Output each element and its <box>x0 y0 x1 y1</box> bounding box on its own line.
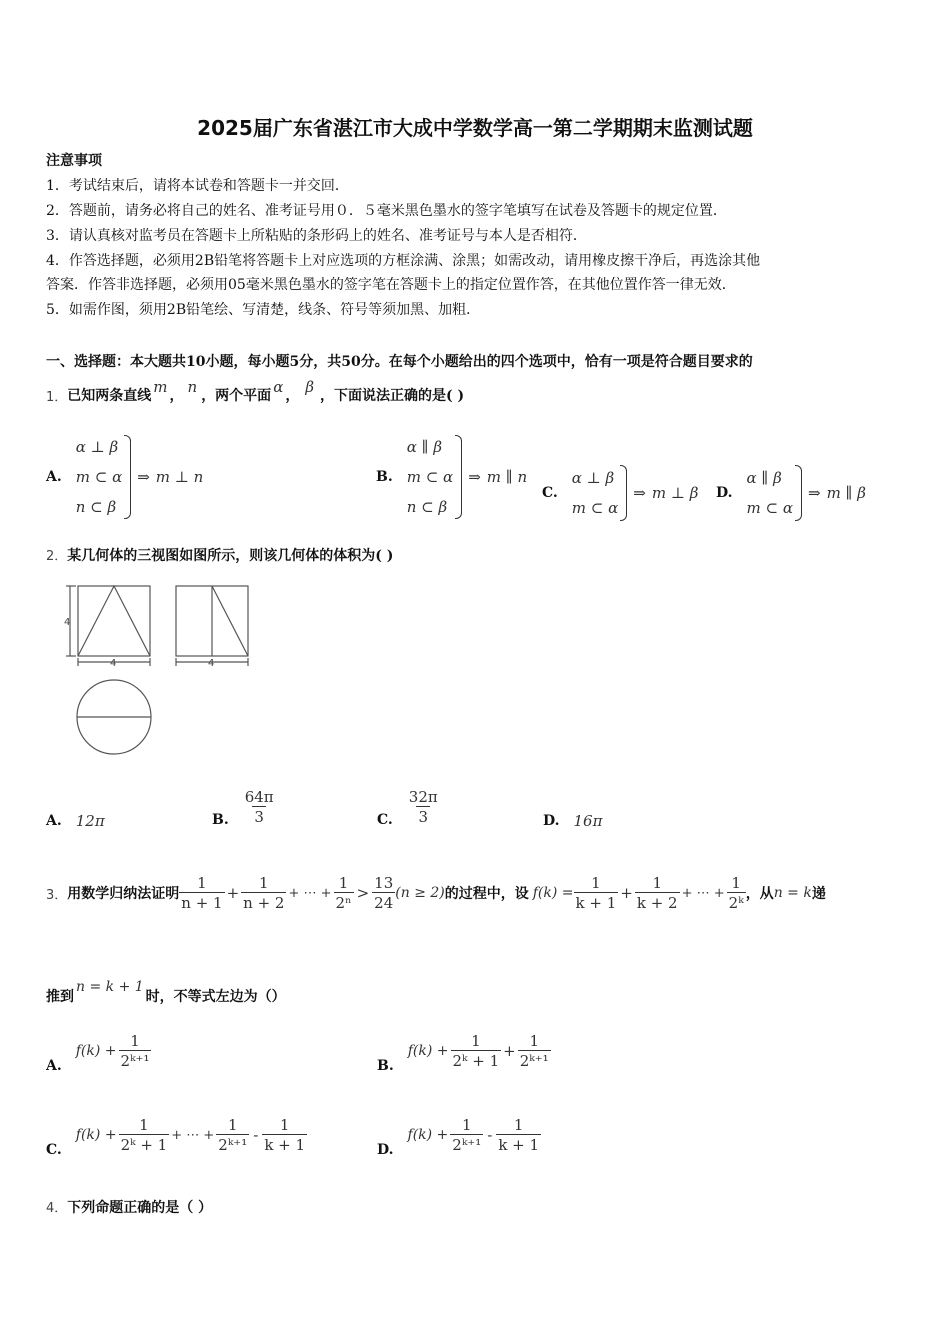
q3-stem: 3． 用数学归纳法证明 $\frac{1}{n + 1}$ + $\frac{1}{n + 2}$ + ⋯ + $\frac{1}{\text{2ⁿ}}$ > $\frac{13}{24}$ (n ≥ 2) 的过程中，设 f(k) = $\frac{1}{k + 1}$ + $\frac{1}{k + 2}$ + ⋯ + $\frac{1}{\text{2ᵏ}}$ ，从 n = k 递 <box>46 873 826 912</box>
q3-option-c[interactable] <box>46 1112 307 1158</box>
fraction <box>334 874 354 913</box>
function-prefix: f(k) + <box>407 1043 449 1059</box>
front-height-label: 4 <box>64 617 71 628</box>
denominator: k + 1 <box>498 1135 540 1154</box>
condition-line: α ⊥ β <box>571 469 615 487</box>
numerator: 1 <box>338 873 349 892</box>
option-label: B. <box>377 1058 394 1074</box>
side-view <box>176 586 248 666</box>
condition-line: α ⊥ β <box>75 438 119 456</box>
front-width-label: 4 <box>110 658 117 669</box>
function-prefix: f(k) + <box>75 1127 117 1143</box>
note-item: 1．考试结束后，请将本试卷和答题卡一并交回． <box>46 178 349 194</box>
denominator: 2ⁿ <box>335 893 352 912</box>
conclusion: m ⊥ n <box>155 468 204 486</box>
fraction <box>216 1116 249 1155</box>
n-equals-k-plus-1: n = k + 1 <box>76 979 144 995</box>
q1-option-b[interactable] <box>376 432 527 522</box>
conclusion: m ∥ n <box>486 468 528 486</box>
q2-option-a[interactable] <box>46 812 105 830</box>
fraction <box>451 1032 502 1071</box>
option-value: 12π <box>75 812 105 830</box>
q3-text: ，从 <box>745 886 774 902</box>
numerator: 1 <box>462 1115 472 1134</box>
q3-text: 时，不等式左边为（） <box>145 989 286 1005</box>
option-label: B. <box>376 469 393 485</box>
q2-stem <box>46 545 393 565</box>
top-view <box>77 680 151 754</box>
note-item: 2．答题前，请务必将自己的姓名、准考证号用０．５毫米黑色墨水的签字笔填写在试卷及答题卡的规定位置． <box>46 203 727 219</box>
q1-option-d[interactable] <box>716 463 866 523</box>
q3-text: 用数学归纳法证明 <box>67 886 180 902</box>
condition-line: m ⊂ α <box>746 499 793 517</box>
q1-option-c[interactable] <box>542 463 698 523</box>
gt-symbol: > <box>356 884 370 902</box>
q3-option-a[interactable] <box>46 1028 151 1074</box>
fraction <box>635 874 680 913</box>
q3-option-b[interactable] <box>377 1028 551 1074</box>
denominator: n + 1 <box>181 893 223 912</box>
q2-text: 某几何体的三视图如图所示，则该几何体的体积为( ) <box>67 548 394 564</box>
denominator: 2ᵏ⁺¹ <box>452 1135 482 1154</box>
denominator: 2ᵏ⁺¹ <box>519 1051 549 1070</box>
condition-line: α ∥ β <box>406 438 442 456</box>
function-prefix: f(k) + <box>407 1127 449 1143</box>
option-fraction <box>407 788 440 827</box>
conclusion: m ∥ β <box>826 484 866 502</box>
condition-line: n ⊂ β <box>406 498 448 516</box>
numerator: 13 <box>374 873 394 892</box>
option-label: D. <box>716 485 733 501</box>
implies-symbol: ⇒ <box>807 484 821 502</box>
implies-symbol: ⇒ <box>468 468 481 486</box>
q1-sep: ， <box>285 388 300 404</box>
numerator: 1 <box>279 1115 290 1134</box>
page-title: 2025届广东省湛江市大成中学数学高一第二学期期末监测试题 <box>197 116 753 140</box>
option-label: C. <box>46 1142 62 1158</box>
right-brace <box>455 435 462 519</box>
note-item: 3．请认真核对监考员在答题卡上所粘贴的条形码上的姓名、准考证号与本人是否相符． <box>46 228 587 244</box>
fraction <box>450 1116 483 1155</box>
q3-text: 的过程中，设 <box>444 886 529 902</box>
denominator: 2ᵏ⁺¹ <box>120 1051 150 1070</box>
q4-number: 4． <box>46 1201 68 1216</box>
q1-number: 1． <box>46 389 68 405</box>
fraction <box>241 874 286 913</box>
fraction <box>574 874 619 913</box>
denominator: 2ᵏ <box>728 893 744 912</box>
q1-stem <box>46 380 464 410</box>
numerator: 64π <box>244 787 274 806</box>
numerator: 32π <box>408 787 438 806</box>
numerator: 1 <box>197 873 207 892</box>
ellipsis: + ⋯ + <box>171 1127 215 1143</box>
numerator: 1 <box>139 1115 149 1134</box>
option-label: C. <box>542 485 558 501</box>
q1-option-a[interactable] <box>46 432 203 522</box>
three-view-figure <box>62 580 262 760</box>
option-label: A. <box>46 469 62 485</box>
numerator: 1 <box>731 873 741 892</box>
option-label: A. <box>46 813 62 829</box>
numerator: 1 <box>591 873 601 892</box>
denominator: 24 <box>374 893 394 912</box>
numerator: 1 <box>652 873 662 892</box>
section-heading: 一、选择题：本大题共10小题，每小题5分，共50分。在每个小题给出的四个选项中，恰有一项是符合题目要求的 <box>46 354 753 370</box>
q1-var-alpha: α <box>273 378 284 396</box>
q4-text: 下列命题正确的是（ ） <box>67 1200 213 1216</box>
implies-symbol: ⇒ <box>633 484 646 502</box>
implies-symbol: ⇒ <box>137 468 150 486</box>
right-brace <box>795 465 802 521</box>
q2-number: 2． <box>46 549 68 564</box>
numerator: 1 <box>529 1031 539 1050</box>
q3-option-d[interactable] <box>377 1112 541 1158</box>
notes-heading: 注意事项 <box>46 153 102 169</box>
note-item: 答案．作答非选择题，必须用05毫米黑色墨水的签字笔在答题卡上的指定位置作答，在其他位置作答一律无效． <box>46 277 736 293</box>
q2-option-c[interactable] <box>377 786 440 828</box>
q1-text: 已知两条直线 <box>67 388 152 404</box>
condition-line: m ⊂ α <box>571 499 619 517</box>
q3-text: 递 <box>811 886 826 902</box>
q4-stem <box>46 1197 212 1217</box>
q2-option-d[interactable] <box>543 812 602 830</box>
denominator: 2ᵏ⁺¹ <box>218 1135 248 1154</box>
denominator: k + 1 <box>264 1135 306 1154</box>
condition-line: m ⊂ α <box>75 468 123 486</box>
numerator: 1 <box>259 873 269 892</box>
fraction <box>372 874 395 913</box>
option-label: B. <box>212 812 229 828</box>
q1-sep: ， <box>169 388 184 404</box>
fraction <box>119 1116 170 1155</box>
conclusion: m ⊥ β <box>651 484 699 502</box>
minus-symbol: - <box>253 1126 259 1144</box>
q1-var-m: m <box>153 378 168 396</box>
ellipsis: + ⋯ + <box>288 885 332 901</box>
numerator: 1 <box>130 1031 140 1050</box>
denominator: n + 2 <box>243 893 285 912</box>
right-brace <box>124 435 131 519</box>
front-view <box>66 586 150 666</box>
denominator: 2ᵏ + 1 <box>452 1051 500 1070</box>
numerator: 1 <box>471 1031 481 1050</box>
condition: (n ≥ 2) <box>395 885 445 901</box>
denominator: 3 <box>254 807 264 826</box>
option-label: A. <box>46 1058 62 1074</box>
q1-var-beta: β <box>305 378 314 396</box>
denominator: k + 1 <box>575 893 617 912</box>
denominator: 2ᵏ + 1 <box>120 1135 168 1154</box>
ellipsis: + ⋯ + <box>681 885 725 901</box>
side-width-label: 4 <box>208 658 215 669</box>
fraction <box>119 1032 152 1071</box>
numerator: 1 <box>228 1115 238 1134</box>
q1-var-n: n <box>187 378 198 396</box>
denominator: 3 <box>418 807 429 826</box>
option-label: C. <box>377 812 393 828</box>
fraction <box>518 1032 551 1071</box>
function-lhs: f(k) = <box>532 885 574 901</box>
minus-symbol: - <box>487 1126 493 1144</box>
option-label: D. <box>543 813 560 829</box>
right-brace <box>620 465 627 521</box>
note-item: 5．如需作图，须用2B铅笔绘、写清楚，线条、符号等须加黑、加粗． <box>46 302 481 318</box>
q1-text: ，下面说法正确的是( ) <box>320 388 465 404</box>
n-equals-k: n = k <box>773 885 812 901</box>
condition-line: m ⊂ α <box>406 468 454 486</box>
fraction <box>179 874 224 913</box>
condition-line: α ∥ β <box>746 469 782 487</box>
option-value: 16π <box>573 812 603 830</box>
plus-symbol: + <box>503 1042 516 1060</box>
function-prefix: f(k) + <box>75 1043 117 1059</box>
numerator: 1 <box>513 1115 524 1134</box>
option-label: D. <box>377 1142 394 1158</box>
note-item: 4．作答选择题，必须用2B铅笔将答题卡上对应选项的方框涂满、涂黑；如需改动，请用橡皮擦干净后，再选涂其他 <box>46 253 761 269</box>
condition-line: n ⊂ β <box>75 498 117 516</box>
q3-stem-cont <box>46 968 286 1006</box>
fraction <box>727 874 746 913</box>
q1-text: ，两个平面 <box>201 388 272 404</box>
option-fraction <box>243 788 276 827</box>
q3-text: 推到 <box>46 989 74 1005</box>
q3-number: 3． <box>46 887 68 903</box>
fraction <box>496 1116 541 1155</box>
fraction <box>262 1116 307 1155</box>
q2-option-b[interactable] <box>212 786 276 828</box>
denominator: k + 2 <box>636 893 678 912</box>
